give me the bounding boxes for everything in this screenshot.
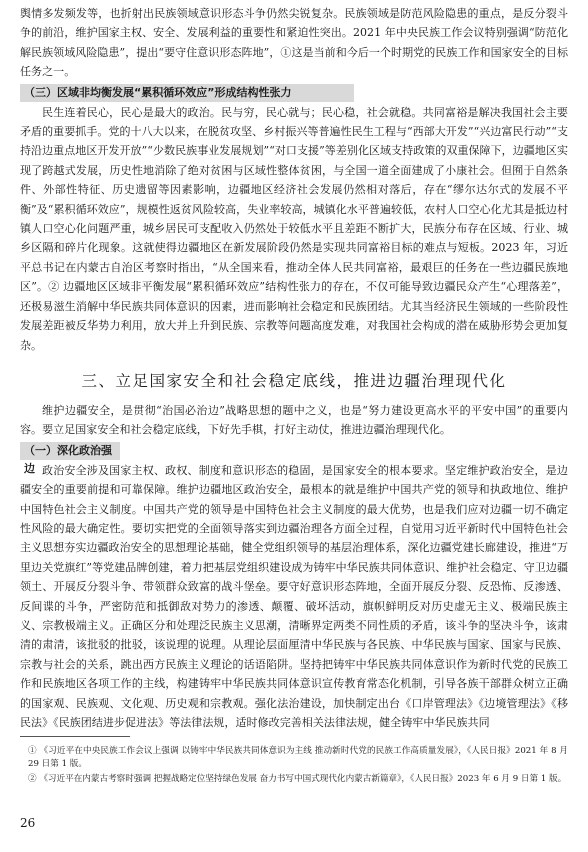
subsection-heading-1: （一）深化政治强边 (20, 442, 120, 460)
footnote-divider (20, 736, 130, 737)
footnotes (20, 736, 568, 789)
paragraph-political-security: 政治安全涉及国家主权、政权、制度和意识形态的稳固，是国家安全的根本要求。坚定维护政治安全，是边疆安全的重要前提和可靠保障。维护边疆地区政治安全，最根本的就是维护中国共产党的领导和执政地位、维护中国特色社会主义制度。中国共产党的领导是中国特色社会主义制度的最大优势，也是我们应对边疆一切不确定性风险的最大确定性。要切实把党的全面领导落实到边疆治理各方面全过程，自觉用习近平新时代中国特色社会主义思想夯实边疆政治安全的思想理论基础，健全党组织领导的基层治理体系，深化边疆党建长廊建设，推进“万里边关党旗红”等党建品牌创建，着力把基层党组织建设成为铸牢中华民族共同体意识、维护社会稳定、守卫边疆领土、开展反分裂斗争、带领群众致富的战斗堡垒。要守好意识形态阵地，全面开展反分裂、反恐怖、反渗透、反间谍的斗争，严密防范和抵御敌对势力的渗透、颠覆、破坏活动，旗帜鲜明反对历史虚无主义、极端民族主义、宗教极端主义。正确区分和处理泛民族主义思潮，清晰界定两类不同性质的矛盾，该斗争的坚决斗争，该肃清的肃清，该批驳的批驳，该说理的说理。从理论层面厘清中华民族与各民族、中华民族与国家、国家与民族、宗教与社会的关系，跳出西方民族主义理论的话语陷阱。坚持把铸牢中华民族共同体意识作为新时代党的民族工作和民族地区各项工作的主线，构建铸牢中华民族共同体意识宣传教育常态化机制，引导各族干部群众树立正确的国家观、民族观、文化观、历史观和宗教观。强化法治建设，加快制定出台《口岸管理法》《边境管理法》《移民法》《民族团结进步促进法》等法律法规，适时修改完善相关法律法规，健全铸牢中华民族共同 (20, 463, 568, 729)
page-number: 26 (20, 816, 36, 830)
paragraph-intro: 舆情多发频发等，也折射出民族领域意识形态斗争仍然尖锐复杂。民族领域是防范风险隐患的重点，是反分裂斗争的前沿，维护国家主权、安全、发展利益的重要性和紧迫性突出。2021 年中央民族工作会议特别强调“防范化解民族领域风险隐患”，提出“要守住意识形态阵地”，①这是当前和今后一个时期党的民族工作和国家安全的目标任务之一。 (20, 7, 568, 79)
paragraph-regional-development: 民生连着民心，民心是最大的政治。民与穷，民心就与；民心稳，社会就稳。共同富裕是解决我国社会主要矛盾的重要抓手。党的十八大以来，在脱贫攻坚、乡村振兴等普遍性民生工程与“西部大开发”“兴边富民行动”“支持沿边重点地区开发开放”“少数民族事业发展规划”“对口支援”等差别化区域支持政策的双重保障下，边疆地区实现了跨越式发展，历史性地消除了绝对贫困与区域性整体贫困，与全国一道全面建成了小康社会。但囿于自然条件、外部性特征、历史遗留等因素影响，边疆地区经济社会发展仍然相对落后，存在“缪尔达尔式的发展不平衡”及“累积循环效应”，规模性返贫风险较高，失业率较高，城镇化水平普遍较低，农村人口空心化尤其是抵边村镇人口空心化问题严重，城乡居民可支配收入仍然处于较低水平且差距不断扩大，民族分布存在区域、行业、城乡区隔和碎片化现象。这就使得边疆地区在新发展阶段仍然是实现共同富裕目标的难点与短板。2023 年，习近平总书记在内蒙古自治区考察时指出，“从全国来看，推动全体人民共同富裕，最艰巨的任务在一些边疆民族地区”。② 边疆地区区域非平衡发展“累积循环效应”结构性张力的存在，不仅可能导致边疆民众产生“心理落差”，还极易滋生消解中华民族共同体意识的因素，进而影响社会稳定和民族团结。尤其当经济民生领域的一些阶段性发展差距被反华势力利用，放大并上升到民族、宗教等问题高度发难，对我国社会构成的潜在威胁形势会更加复杂。 (20, 105, 568, 352)
paragraph-border-security: 维护边疆安全，是贯彻“治国必治边”战略思想的题中之义，也是“努力建设更高水平的平安中国”的重要内容。要立足国家安全和社会稳定底线，下好先手棋，打好主动仗，推进边疆治理现代化。 (20, 403, 568, 437)
footnote-2: ② 《习近平在内蒙古考察时强调 把握战略定位坚持绿色发展 奋力书写中国式现代化内蒙古新篇章》，《人民日报》2023 年 6 月 9 日第 1 版。 (28, 774, 567, 785)
footnote-1: ① 《习近平在中央民族工作会议上强调 以铸牢中华民族共同体意识为主线 推动新时代党的民族工作高质量发展》，《人民日报》2021 年 8 月 29 日第 1 版。 (28, 746, 568, 769)
section-heading-three: 三、立足国家安全和社会稳定底线，推进边疆治理现代化 (81, 371, 507, 390)
subsection-heading-3: （三）区域非均衡发展“累积循环效应”形成结构性张力 (20, 84, 354, 102)
